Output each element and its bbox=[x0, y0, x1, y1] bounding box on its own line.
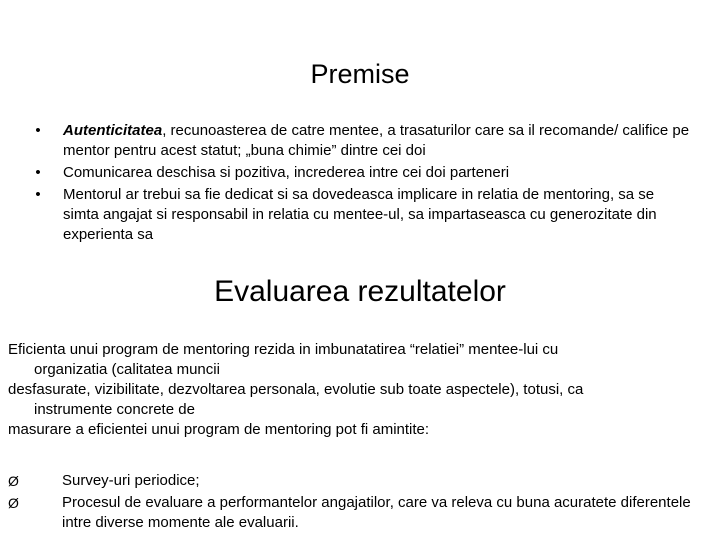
paragraph-line: masurare a eficientei unui program de mentoring pot fi amintite: bbox=[8, 421, 430, 438]
bullet-rest-text: , recunoasterea de catre mentee, a trasaturilor care sa il recomande/ califice pe mentor pentru acest statut; „buna chimie” dintre cei doi bbox=[63, 122, 690, 159]
paragraph-line: Eficienta unui program de mentoring rezida in imbunatatirea “relatiei” mentee-lui cu bbox=[8, 341, 559, 358]
bullet-bold-term: Autenticitatea bbox=[63, 122, 163, 139]
arrow-bullet-icon: Ø bbox=[8, 495, 19, 511]
bullet-text: Comunicarea deschisa si pozitiva, increderea intre cei doi parteneri bbox=[63, 164, 510, 181]
paragraph-line: desfasurate, vizibilitate, dezvoltarea personala, evolutie sub toate aspectele), totusi, ca bbox=[8, 381, 584, 398]
instrument-list bbox=[8, 471, 698, 535]
paragraph-line-continuation: instrumente concrete de bbox=[34, 401, 195, 418]
bullet-item bbox=[32, 185, 692, 245]
bullet-item bbox=[32, 163, 692, 183]
bullet-marker: • bbox=[35, 122, 41, 139]
bullet-text bbox=[63, 121, 692, 161]
bullet-text: Mentorul ar trebui sa fie dedicat si sa dovedeasca implicare in relatia de mentoring, sa se simta angajat si responsabil in relatia cu mentee-ul, sa impartaseasca cu generozitate din experienta sa bbox=[63, 186, 657, 243]
list-item bbox=[8, 493, 698, 533]
list-item-text: Survey-uri periodice; bbox=[62, 472, 200, 489]
list-item-text: Procesul de evaluare a performantelor angajatilor, care va releva cu buna acuratete diferentele intre diverse momente ale evaluarii. bbox=[62, 494, 691, 531]
bullet-marker: • bbox=[35, 164, 41, 181]
paragraph-line-continuation: organizatia (calitatea muncii bbox=[34, 361, 220, 378]
premise-bullet-list bbox=[32, 121, 692, 247]
bullet-item bbox=[32, 121, 692, 161]
arrow-bullet-icon: Ø bbox=[8, 473, 19, 489]
evaluation-paragraph bbox=[8, 340, 698, 440]
section-title: Evaluarea rezultatelor bbox=[214, 275, 506, 308]
list-item bbox=[8, 471, 698, 491]
bullet-marker: • bbox=[35, 186, 41, 203]
slide-title: Premise bbox=[310, 59, 410, 89]
